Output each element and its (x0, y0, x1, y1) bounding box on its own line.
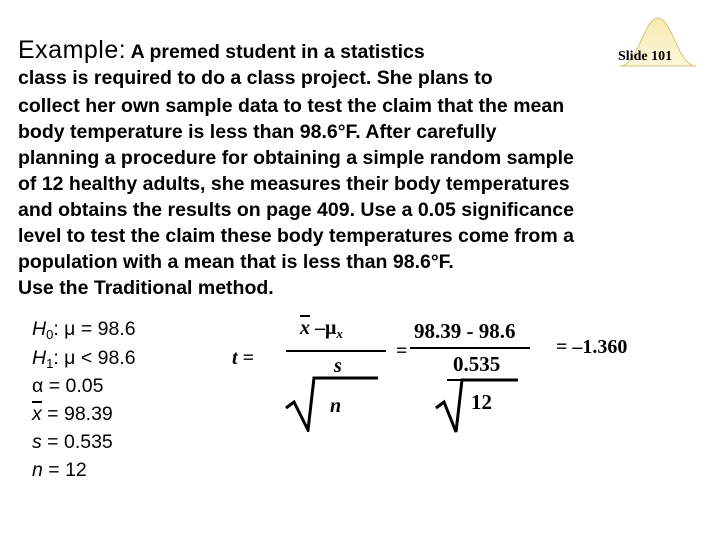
problem-line-4: planning a procedure for obtaining a simple random sample (18, 147, 574, 169)
sample-size: n = 12 (32, 459, 87, 481)
alt-hypothesis: $H_1$: μ < 98.6 (32, 347, 136, 371)
t-label: t = (232, 347, 254, 369)
sample-mean: x = 98.39 (32, 403, 113, 425)
numeric-sqrt-n: 12 (471, 390, 492, 414)
problem-line-6: and obtains the results on page 409. Use a 0.05 significance (18, 199, 574, 221)
numeric-fraction-bar (410, 347, 530, 349)
slide-number: Slide 101 (618, 49, 673, 64)
fraction-bar (286, 350, 386, 352)
equals-sign: = (396, 340, 408, 362)
problem-line-3: body temperature is less than 98.6°F. After carefully (18, 121, 497, 143)
problem-line-1: class is required to do a class project. She plans to (18, 67, 493, 89)
alpha-value: α = 0.05 (32, 375, 104, 397)
formula-numerator: x $-\mu_x$ (300, 317, 343, 341)
problem-line-2: collect her own sample data to test the claim that the mean (18, 95, 565, 117)
problem-line-8: population with a mean that is less than 98.6°F. (18, 251, 454, 273)
t-result: = –1.360 (556, 336, 628, 358)
numeric-denominator: 0.535 (453, 352, 501, 376)
problem-line-9: Use the Traditional method. (18, 277, 274, 299)
problem-line-7: level to test the claim these body temperatures come from a (18, 225, 574, 247)
null-hypothesis: $H_0$: μ = 98.6 (32, 318, 136, 342)
numeric-numerator: 98.39 - 98.6 (414, 319, 516, 343)
formula-sqrt-n: n (330, 395, 342, 417)
sample-std: s = 0.535 (32, 431, 113, 453)
title-word: Example: (18, 36, 127, 64)
title-line (18, 36, 425, 65)
title-rest: A premed student in a statistics (130, 41, 425, 63)
formula-denominator-s: s (334, 355, 342, 377)
problem-line-5: of 12 healthy adults, she measures their body temperatures (18, 173, 570, 195)
